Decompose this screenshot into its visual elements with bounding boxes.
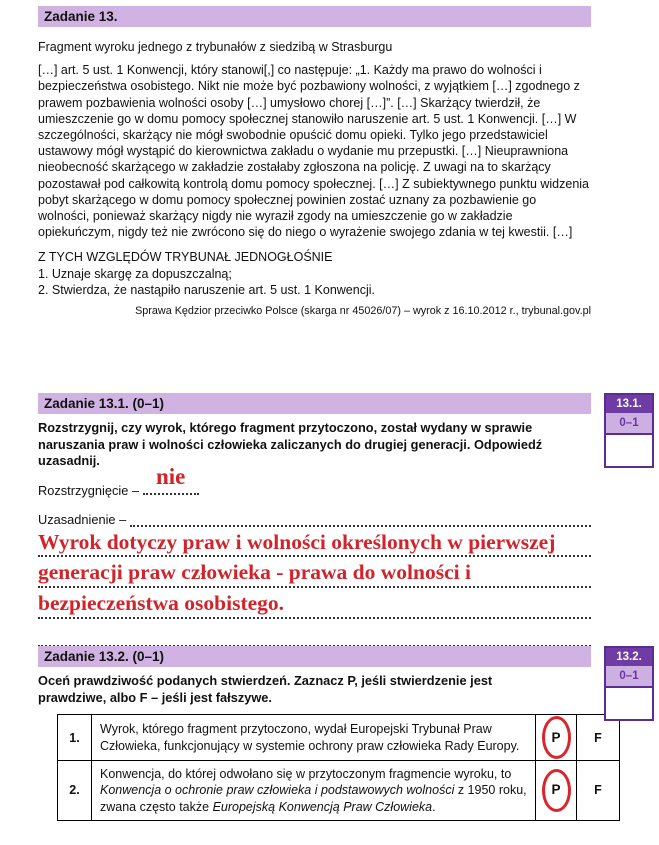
justification-answer-area[interactable] <box>38 527 591 647</box>
statement-text <box>92 761 536 821</box>
table-row <box>58 761 620 821</box>
answer-cell-p[interactable] <box>536 715 577 761</box>
answer-circle-icon <box>542 769 571 812</box>
handwritten-answer-line: Wyrok dotyczy praw i wolności określonych w pierwszej <box>38 527 591 558</box>
task-13-2-prompt: Oceń prawdziwość podanych stwierdzeń. Zaznacz P, jeśli stwierdzenie jest prawdziwe, albo F – jeśli jest fałszywe. <box>38 673 493 705</box>
ruling-excerpt <box>38 62 591 240</box>
score-box-blank-cell <box>606 688 652 719</box>
statement-part-italic: Europejską Konwencją Praw Człowieka <box>212 799 433 814</box>
justification-row <box>38 509 591 527</box>
table-row <box>58 715 620 761</box>
score-box-points-range: 0–1 <box>606 666 652 688</box>
statement-part: . <box>432 799 436 814</box>
handwritten-answer-line: bezpieczeństwa osobistego. <box>38 588 591 619</box>
verdict-item: 2. Stwierdza, że nastąpiło naruszenie art. 5 ust. 1 Konwencji. <box>38 282 375 297</box>
answer-circle-icon <box>542 716 571 759</box>
excerpt-paragraph: […] Skarżący twierdził, że umieszczenie go w domu pomocy społecznej stanowiło naruszenie art. 5 ust. 1 Konwencji. […] W szczególności, skarżący nie mógł swobodnie opuścić domu opieki. Tylko jego przedstawiciel ustawowy mógł wystąpić do kierownictwa zakładu o wydanie mu przepustki. […] Nieuprawniona nieobecność skarżącego w zakładzie zostałaby zgłoszona na policję. Z uwagi na to skarżący pozostawał pod całkowitą kontrolą domu pomocy społecznej. <box>38 95 577 191</box>
task-13-2-header-bar: Zadanie 13.2. (0–1) <box>38 646 591 667</box>
score-box-blank-cell <box>606 435 652 466</box>
score-box-13-2 <box>604 646 654 721</box>
f-letter[interactable]: F <box>594 730 602 745</box>
excerpt-paragraph: „1. Każdy ma prawo do wolności i bezpieczeństwa osobistego. Nikt nie może być pozbawiony wolności, z wyjątkiem […] zgodnego z prawem pozbawienia wolności osoby […] umysłowo chorej […]”. <box>38 63 580 110</box>
excerpt-paragraph: […] Z subiektywnego punktu widzenia pobyt skarżącego w domu pomocy społecznej powinien zostać uznany za pozbawienie go wolności, ponieważ skarżący nigdy nie wyraził zgody na umieszczenie go w zakładzie opiekuńczym, nigdy też nie zwrócono się do niego o wyrażenie swojego zdania w tej kwestii. […] <box>38 176 590 240</box>
resolution-handwritten-answer: nie <box>156 463 186 489</box>
task-13-1-header-bar: Zadanie 13.1. (0–1) <box>38 393 591 414</box>
answer-cell-p[interactable] <box>536 761 577 821</box>
source-citation: Sprawa Kędzior przeciwko Polsce (skarga nr 45026/07) – wyrok z 16.10.2012 r., trybunal.gov.pl <box>135 305 591 318</box>
statement-part: Konwencja, do której odwołano się w przytoczonym fragmencie wyroku, to <box>100 767 512 782</box>
section-task-13-2 <box>38 646 602 821</box>
statement-text <box>92 715 536 761</box>
task-13-header-bar: Zadanie 13. <box>38 6 591 27</box>
statement-part: Wyrok, którego fragment przytoczono, wydał Europejski Trybunał Praw Człowieka, funkcjonujący w systemie ochrony praw człowieka Rady Europy. <box>100 722 520 753</box>
answer-cell-f[interactable] <box>577 715 620 761</box>
verdict-item: 1. Uznaje skargę za dopuszczalną; <box>38 266 232 281</box>
task-13-1-prompt: Rozstrzygnij, czy wyrok, którego fragment przytoczono, został wydany w sprawie naruszania praw i wolności człowieka zaliczanych do drugiej generacji. Odpowiedź uzasadnij. <box>38 420 543 469</box>
statement-part-italic: Konwencja o ochronie praw człowieka i podstawowych wolności <box>100 783 455 798</box>
score-box-13-1 <box>604 393 654 468</box>
row-number: 1. <box>58 715 92 761</box>
statement-part: z 1950 roku, zwana często także <box>100 783 527 814</box>
true-false-table <box>57 714 620 821</box>
answer-cell-f[interactable] <box>577 761 620 821</box>
empty-answer-line[interactable] <box>38 619 591 647</box>
p-letter[interactable]: P <box>551 782 561 798</box>
resolution-answer-row <box>38 463 591 500</box>
task-13-intro: Fragment wyroku jednego z trybunałów z siedzibą w Strasburgu <box>38 40 393 54</box>
justification-blank[interactable] <box>130 511 591 527</box>
resolution-label: Rozstrzygnięcie – <box>38 482 139 498</box>
score-box-task-id: 13.2. <box>606 648 652 666</box>
verdict-heading: Z TYCH WZGLĘDÓW TRYBUNAŁ JEDNOGŁOŚNIE <box>38 250 333 265</box>
handwritten-answer-line: generacji praw człowieka - prawa do wolności i <box>38 557 591 588</box>
section-task-13 <box>38 6 591 317</box>
f-letter[interactable]: F <box>594 783 602 798</box>
section-task-13-1 <box>38 393 591 647</box>
p-letter[interactable]: P <box>551 729 561 745</box>
row-number: 2. <box>58 761 92 821</box>
score-box-points-range: 0–1 <box>606 413 652 435</box>
score-box-task-id: 13.1. <box>606 395 652 413</box>
justification-label: Uzasadnienie – <box>38 511 127 527</box>
excerpt-paragraph: […] art. 5 ust. 1 Konwencji, który stanowi[,] co następuje: <box>38 63 353 78</box>
